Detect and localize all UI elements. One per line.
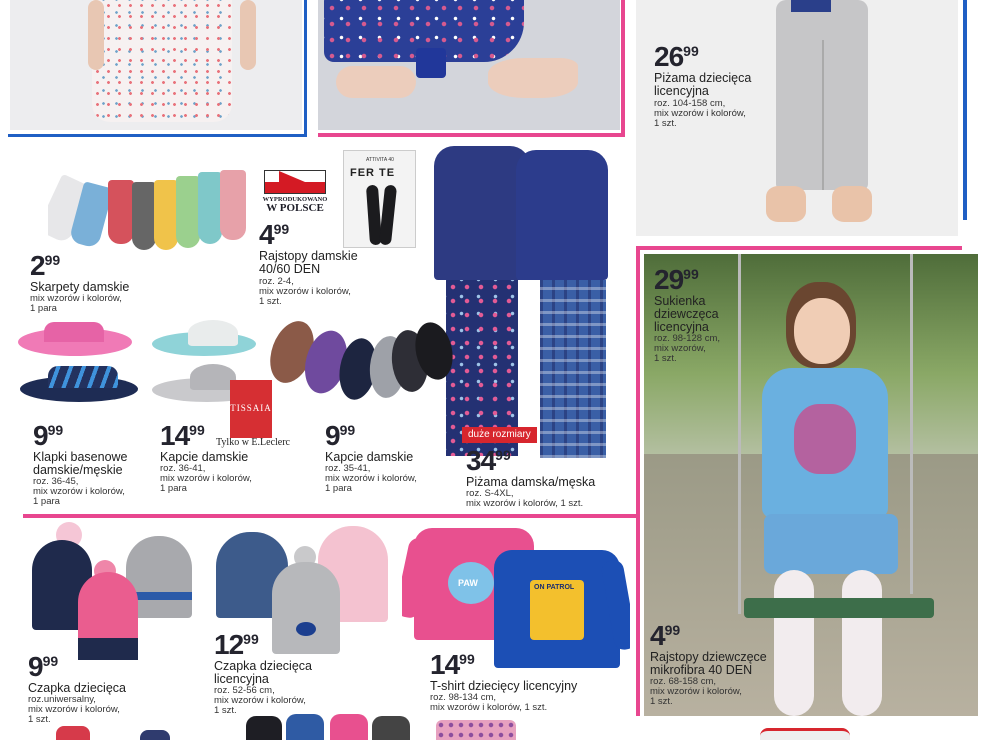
girl-tights-name: Rajstopy dziewczęce mikrofibra 40 DEN <box>650 650 767 677</box>
tshirts-photo: PAW ON PATROL <box>402 524 630 670</box>
socks-photo <box>48 160 250 268</box>
slippers-tissaia-name: Kapcie damskie <box>160 450 249 464</box>
kids-hat-price: 999 <box>28 651 59 682</box>
kids-hats-photo <box>28 522 196 662</box>
girl-dress-desc: roz. 98-128 cm, mix wzorów, 1 szt. <box>654 333 720 364</box>
tights-desc: roz. 2-4, mix wzorów i kolorów, 1 szt. <box>259 276 351 307</box>
nightdress-photo <box>10 0 302 130</box>
adult-pajama-photo <box>430 146 610 460</box>
slippers-price: 999 <box>325 420 356 451</box>
slippers-tissaia-price: 1499 <box>160 420 205 451</box>
slippers-tissaia-desc: roz. 36-41, mix wzorów i kolorów, 1 para <box>160 463 252 494</box>
socks-name: Skarpety damskie <box>30 280 130 294</box>
frame-line <box>636 246 962 250</box>
frame-line <box>23 514 637 518</box>
tights-name: Rajstopy damskie 40/60 DEN <box>259 249 358 276</box>
kids-hat-desc: roz.uniwersalny, mix wzorów i kolorów, 1 szt. <box>28 694 120 725</box>
made-in-poland-badge: WYPRODUKOWANO W POLSCE <box>262 170 328 218</box>
frame-line <box>304 0 307 137</box>
tissaia-note: Tylko w E.Leclerc <box>216 437 290 448</box>
frame-line <box>8 134 307 137</box>
licensed-hat-name: Czapka dziecięca licencyjna <box>214 659 312 686</box>
slippers-desc: roz. 35-41, mix wzorów i kolorów, 1 para <box>325 463 417 494</box>
tights-package: ATTIVITA 40 FER TE <box>343 150 416 248</box>
frame-line <box>318 133 624 137</box>
pool-slippers-desc: roz. 36-45, mix wzorów i kolorów, 1 para <box>33 476 125 507</box>
adult-pajama-price: 3499 <box>466 445 511 476</box>
girl-dress-name: Sukienka dziewczęca licencyjna <box>654 294 719 334</box>
tshirt-name: T-shirt dziecięcy licencyjny <box>430 679 578 693</box>
kids-pajama-price: 2699 <box>654 41 699 72</box>
adult-pajama-desc: roz. S-4XL, mix wzorów i kolorów, 1 szt. <box>466 488 584 509</box>
slippers-photo <box>268 316 458 406</box>
girl-dress-price: 2999 <box>654 264 699 295</box>
tights-price: 499 <box>259 219 290 250</box>
kids-hat-name: Czapka dziecięca <box>28 681 126 695</box>
girl-tights-desc: roz. 68-158 cm, mix wzorów i kolorów, 1 szt. <box>650 676 742 707</box>
girl-tights-price: 499 <box>650 620 681 651</box>
pool-slippers-name: Klapki basenowe damskie/męskie <box>33 450 128 477</box>
slippers-name: Kapcie damskie <box>325 450 414 464</box>
tshirt-desc: roz. 98-134 cm, mix wzorów i kolorów, 1 szt. <box>430 692 548 713</box>
socks-desc: mix wzorów i kolorów, 1 para <box>30 293 122 314</box>
pool-slippers-price: 999 <box>33 420 64 451</box>
frame-line <box>636 246 640 716</box>
pool-slippers-photo <box>14 318 140 406</box>
adult-pajama-name: Piżama damska/męska <box>466 475 596 489</box>
licensed-hat-price: 1299 <box>214 629 259 660</box>
kids-gloves-photo <box>246 712 418 740</box>
kids-pajama-desc: roz. 104-158 cm, mix wzorów i kolorów, 1 szt. <box>654 98 746 129</box>
tissaia-logo: TISSAIA <box>230 380 272 438</box>
kids-pajama-bottom-photo <box>436 716 516 740</box>
gloves-photo <box>40 720 200 740</box>
shirt-bottom-photo <box>760 726 850 740</box>
tshirt-price: 1499 <box>430 649 475 680</box>
big-sizes-tag: duże rozmiary <box>462 427 537 443</box>
socks-price: 299 <box>30 250 61 281</box>
frame-line <box>621 0 625 137</box>
pajama-legs-photo <box>318 0 620 130</box>
licensed-hat-desc: roz. 52-56 cm, mix wzorów i kolorów, 1 szt. <box>214 685 306 716</box>
kids-pajama-name: Piżama dziecięca licencyjna <box>654 71 752 98</box>
frame-line <box>963 0 967 220</box>
